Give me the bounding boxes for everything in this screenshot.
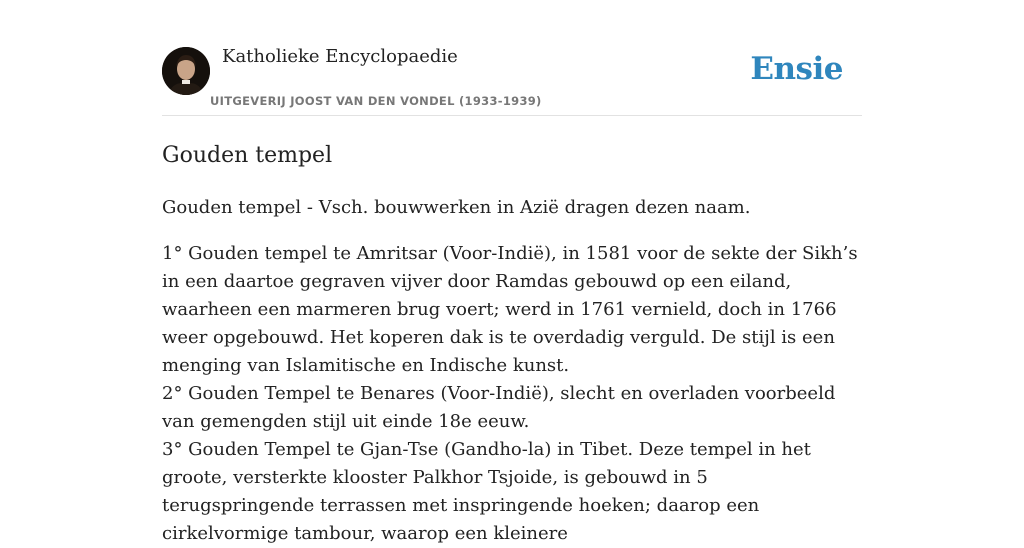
- article-title: Gouden tempel: [162, 143, 333, 168]
- brand-logo[interactable]: Ensie: [750, 51, 843, 87]
- portrait-avatar-icon[interactable]: [162, 47, 210, 95]
- article-paragraph: 1° Gouden tempel te Amritsar (Voor-Indië), in 1581 voor de sekte der Sikh’s in een daartoe gegraven vijver door Ramdas gebouwd op een eiland, waarheen een marmeren brug voert; werd in 1761 vernield, doch in 1766 weer opgebouwd. Het koperen dak is te overdadig verguld. De stijl is een menging van Islamitische en Indische kunst.: [162, 243, 858, 376]
- article-body: [162, 240, 862, 548]
- article-lead: Gouden tempel - Vsch. bouwwerken in Azië dragen dezen naam.: [162, 197, 751, 218]
- site-title[interactable]: Katholieke Encyclopaedie: [222, 46, 458, 67]
- page: [162, 0, 862, 548]
- site-header: [162, 0, 862, 116]
- article-paragraph: 3° Gouden Tempel te Gjan-Tse (Gandho-la) in Tibet. Deze tempel in het groote, versterkte klooster Palkhor Tsjoide, is gebouwd in 5 terugspringende terrassen met inspringende hoeken; daarop een cirkelvormige tambour, waarop een kleinere: [162, 439, 811, 544]
- article-paragraph: 2° Gouden Tempel te Benares (Voor-Indië), slecht en overladen voorbeeld van gemengden stijl uit einde 18e eeuw.: [162, 383, 836, 432]
- publisher-subtitle: UITGEVERIJ JOOST VAN DEN VONDEL (1933-1939): [210, 94, 542, 108]
